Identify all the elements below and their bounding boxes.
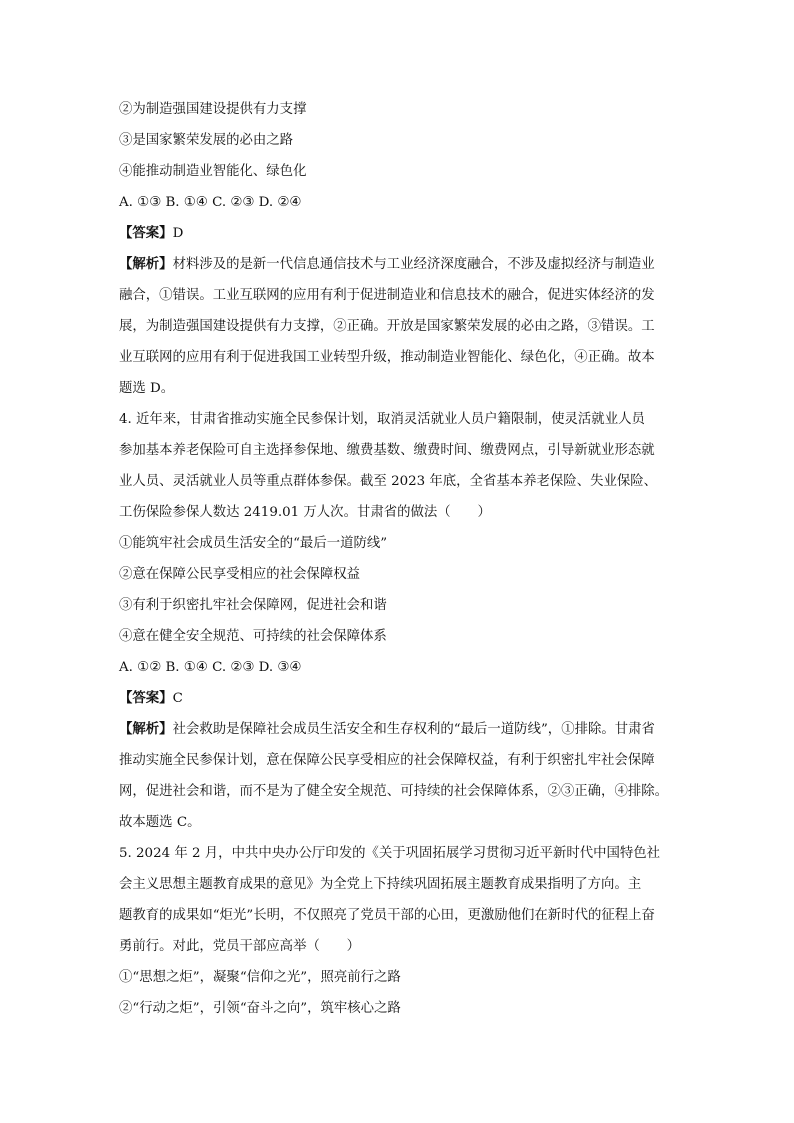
q3-option-3: ③是国家繁荣发展的必由之路 <box>119 133 294 148</box>
q3-option-2: ②为制造强国建设提供有力支撑 <box>119 102 307 117</box>
q4-analysis-line: 网，促进社会和谐，而不是为了健全安全规范、可持续的社会保障体系，②③正确，④排除。 <box>119 784 669 799</box>
q5-stem-line: 会主义思想主题教育成果的意见》为全党上下持续巩固拓展主题教育成果指明了方向。主 <box>119 877 642 892</box>
q3-options <box>119 94 679 187</box>
q3-analysis-line: 业互联网的应用有利于促进我国工业转型升级，推动制造业智能化、绿色化，④正确。故本 <box>119 350 655 365</box>
q3-analysis-line: 融合，①错误。工业互联网的应用有利于促进制造业和信息技术的融合，促进实体经济的发 <box>119 288 655 303</box>
q4-stem-line: 工伤保险参保人数达 2419.01 万人次。甘肃省的做法（ ） <box>119 505 491 520</box>
q3-answer <box>119 218 679 249</box>
analysis-text: 材料涉及的是新一代信息通信技术与工业经济深度融合，不涉及虚拟经济与制造业 <box>172 257 655 272</box>
q5-option-1: ①“思想之炬”，凝聚“信仰之光”，照亮前行之路 <box>119 970 401 985</box>
analysis-label: 【解析】 <box>119 721 173 737</box>
q4-stem-line: 4. 近年来，甘肃省推动实施全民参保计划，取消灵活就业人员户籍限制，使灵活就业人员 <box>119 412 645 427</box>
q4-answer <box>119 683 679 714</box>
q3-choices: A. ①③ B. ①④ C. ②③ D. ②④ <box>119 195 302 210</box>
q5-stem-line: 勇前行。对此，党员干部应高举（ ） <box>119 939 361 954</box>
q4-stem <box>119 404 679 528</box>
q4-choices: A. ①② B. ①④ C. ②③ D. ③④ <box>119 660 302 675</box>
q4-option-3: ③有利于织密扎牢社会保障网，促进社会和谐 <box>119 598 387 613</box>
q5-stem-line: 5. 2024 年 2 月，中共中央办公厅印发的《关于巩固拓展学习贯彻习近平新时代中国特色社 <box>119 846 661 861</box>
q5-option-2: ②“行动之炬”，引领“奋斗之向”，筑牢核心之路 <box>119 1001 401 1016</box>
q4-option-2: ②意在保障公民享受相应的社会保障权益 <box>119 567 361 582</box>
answer-value: D <box>172 226 184 241</box>
q3-analysis-line: 展，为制造强国建设提供有力支撑，②正确。开放是国家繁荣发展的必由之路，③错误。工 <box>119 319 655 334</box>
q4-stem-line: 参加基本养老保险可自主选择参保地、缴费基数、缴费时间、缴费网点，引导新就业形态就 <box>119 443 655 458</box>
answer-value: C <box>172 691 183 706</box>
answer-label: 【答案】 <box>119 225 173 241</box>
q3-analysis-line <box>119 249 679 280</box>
q4-option-1: ①能筑牢社会成员生活安全的“最后一道防线” <box>119 536 388 551</box>
analysis-text: 社会救助是保障社会成员生活安全和生存权利的“最后一道防线”，①排除。甘肃省 <box>172 722 655 737</box>
q4-analysis-line <box>119 714 679 745</box>
q5-stem <box>119 838 679 962</box>
q4-analysis-line: 故本题选 C。 <box>119 815 201 830</box>
q5-options <box>119 962 679 1024</box>
q4-analysis-line: 推动实施全民参保计划，意在保障公民享受相应的社会保障权益，有利于织密扎牢社会保障 <box>119 753 655 768</box>
q3-analysis <box>119 249 679 404</box>
q3-option-4: ④能推动制造业智能化、绿色化 <box>119 164 307 179</box>
q4-analysis <box>119 714 679 838</box>
q4-stem-line: 业人员、灵活就业人员等重点群体参保。截至 2023 年底，全省基本养老保险、失业保险、 <box>119 474 658 489</box>
document-page <box>119 94 679 1024</box>
q4-options <box>119 528 679 652</box>
answer-label: 【答案】 <box>119 690 173 706</box>
q4-option-4: ④意在健全安全规范、可持续的社会保障体系 <box>119 629 387 644</box>
q5-stem-line: 题教育的成果如“炬光”长明，不仅照亮了党员干部的心田，更激励他们在新时代的征程上奋 <box>119 908 655 923</box>
q3-analysis-line: 题选 D。 <box>119 381 175 396</box>
analysis-label: 【解析】 <box>119 256 173 272</box>
